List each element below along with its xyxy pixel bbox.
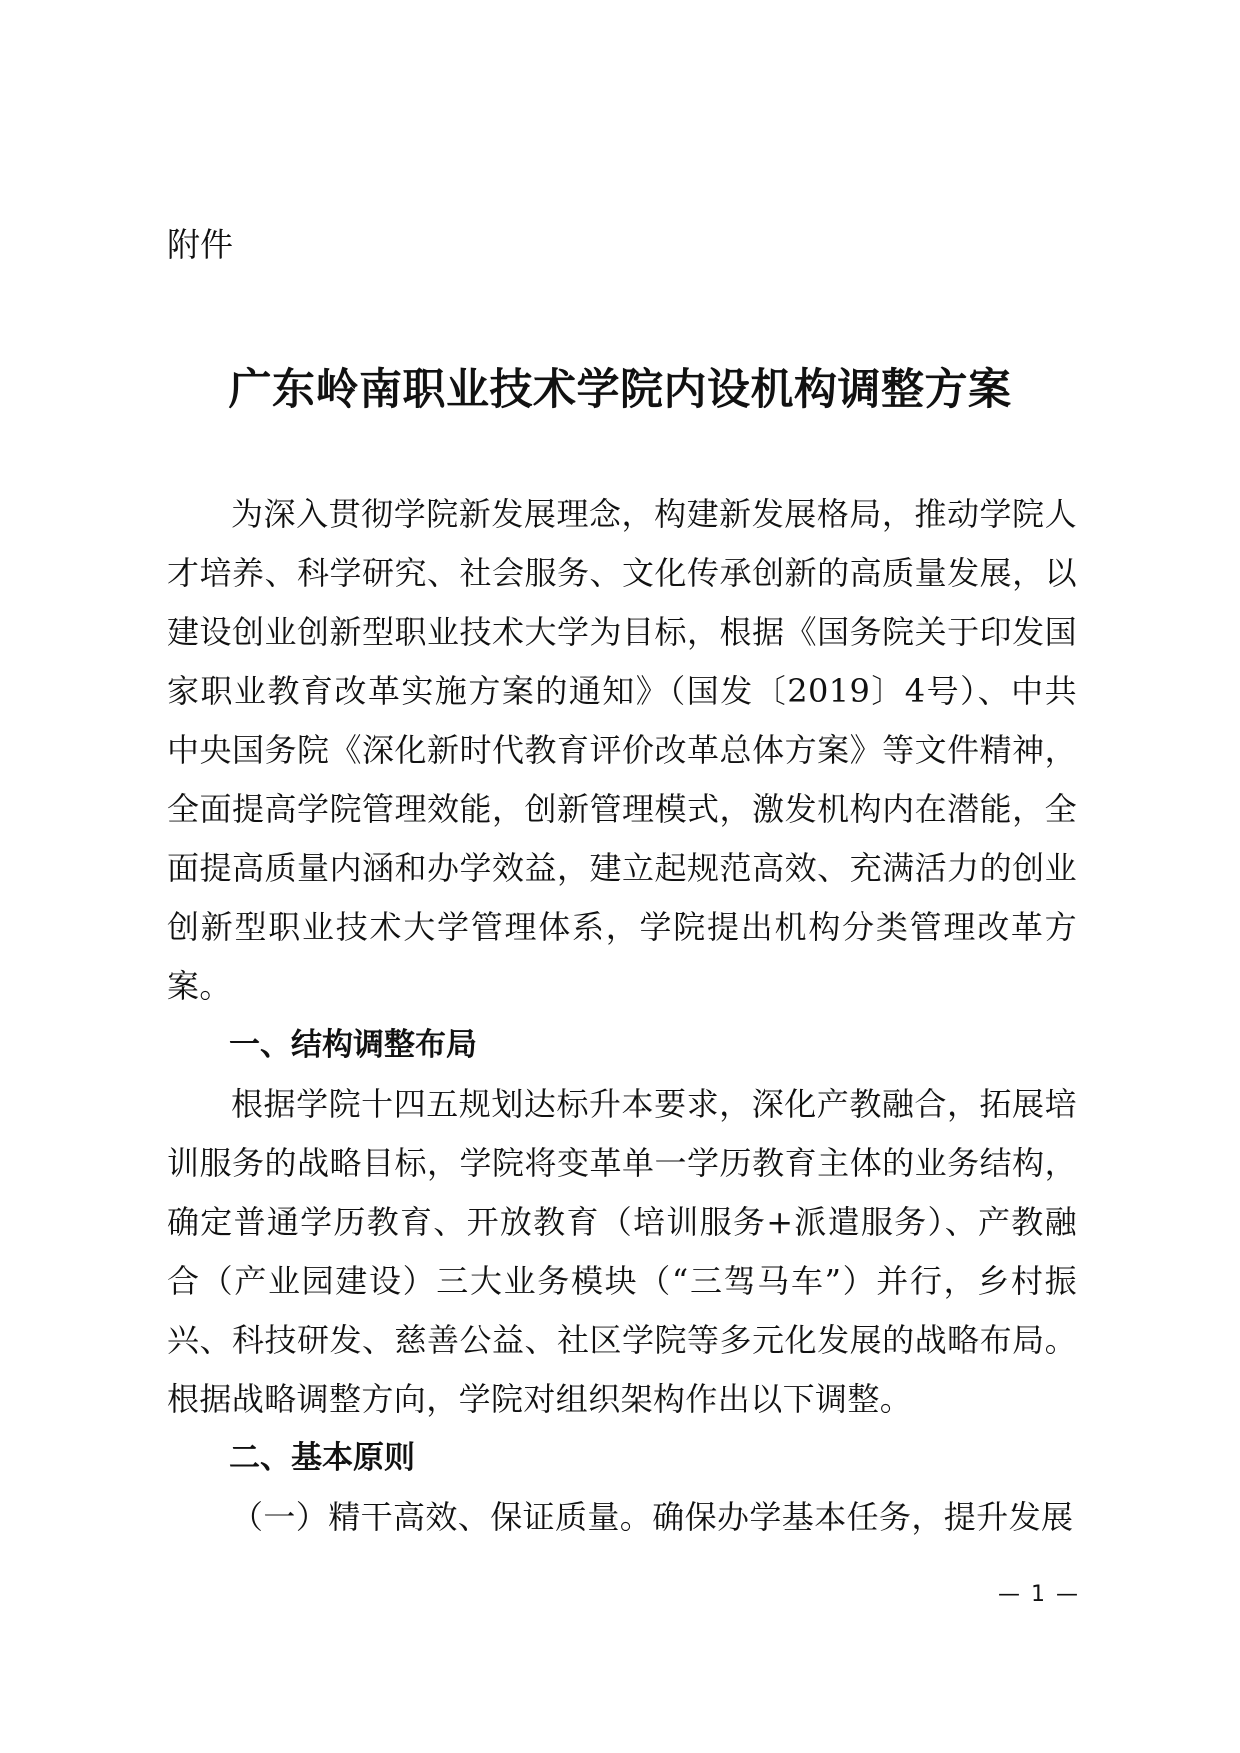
intro-paragraph: 为深入贯彻学院新发展理念，构建新发展格局，推动学院人才培养、科学研究、社会服务、文化传承创新的高质量发展，以建设创业创新型职业技术大学为目标，根据《国务院关于印发国家职业教育改革实施方案的通知》（国发〔2019〕4号）、中共中央国务院《深化新时代教育评价改革总体方案》等文件精神，全面提高学院管理效能，创新管理模式，激发机构内在潜能，全面提高质量内涵和办学效益，建立起规范高效、充满活力的创业创新型职业技术大学管理体系，学院提出机构分类管理改革方案。 — [167, 495, 1077, 1005]
page-number: — 1 — — [998, 1582, 1080, 1607]
section-heading-principles: 二、基本原则 — [229, 1440, 415, 1476]
principle-item-1: （一）精干高效、保证质量。确保办学基本任务，提升发展 — [231, 1498, 1074, 1536]
document-title: 广东岭南职业技术学院内设机构调整方案 — [228, 365, 1012, 415]
attachment-label: 附件 — [167, 225, 233, 264]
structure-paragraph: 根据学院十四五规划达标升本要求，深化产教融合，拓展培训服务的战略目标，学院将变革单一学历教育主体的业务结构，确定普通学历教育、开放教育（培训服务+派遣服务）、产教融合（产业园建设）三大业务模块（“三驾马车”）并行，乡村振兴、科技研发、慈善公益、社区学院等多元化发展的战略布局。根据战略调整方向，学院对组织架构作出以下调整。 — [167, 1085, 1077, 1418]
section-heading-structure: 一、结构调整布局 — [229, 1027, 477, 1063]
document-body — [167, 485, 1077, 1547]
